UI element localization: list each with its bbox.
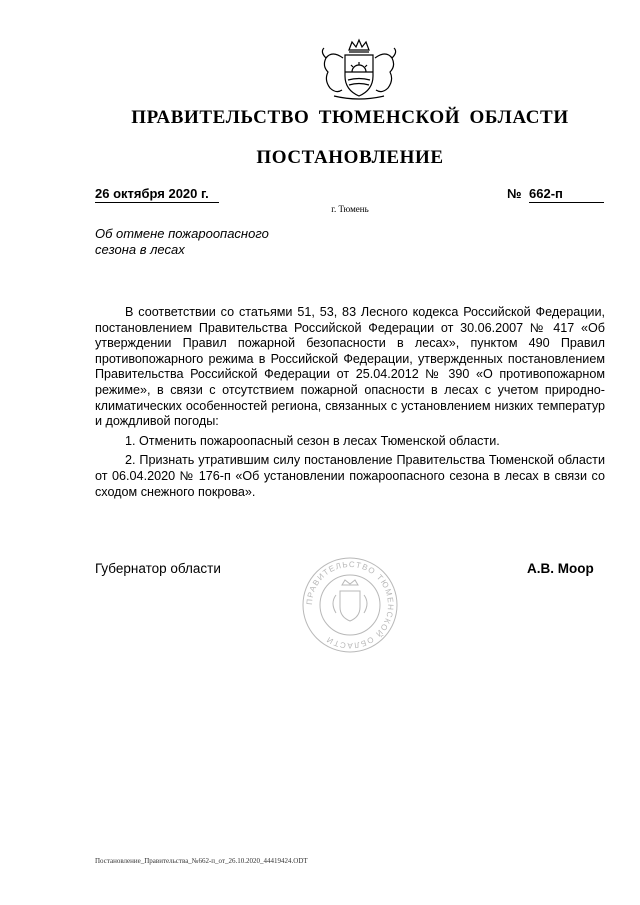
coat-of-arms-emblem: [314, 38, 404, 102]
preamble-paragraph: В соответствии со статьями 51, 53, 83 Лесного кодекса Российской Федерации, постановлением Правительства Российской Федерации от 30.06.2007 № 417 «Об утверждении Правил пожарной безопасности в лесах», пунктом 490 Правил противопожарного режима в Российской Федерации, утвержденных постановлением Правительства Российской Федерации от 25.04.2012 № 390 «О противопожарном режиме», в связи с отсутствием пожарной опасности в лесах с учетом природно-климатических особенностей региона, связанных с установлением низких температур и дождливой погоды:: [95, 305, 605, 429]
document-number: 662-п: [529, 186, 604, 203]
official-seal-stamp: [300, 555, 400, 655]
signatory-title: Губернатор области: [95, 561, 221, 576]
document-subject: [95, 226, 315, 258]
item-2-paragraph: 2. Признать утратившим силу постановление Правительства Тюменской области от 06.04.2020 № 176-п «Об установлении пожароопасного сезона в лесах в связи со сходом снежного покрова».: [95, 453, 605, 499]
item-1-paragraph: 1. Отменить пожароопасный сезон в лесах Тюменской области.: [125, 433, 500, 448]
seal-ring-text: ПРАВИТЕЛЬСТВО ТЮМЕНСКОЙ ОБЛАСТИ: [304, 559, 396, 651]
document-body: [95, 305, 605, 500]
signatory-name: А.В. Моор: [527, 561, 594, 576]
subject-line-2: сезона в лесах: [95, 242, 185, 257]
city-name: г. Тюмень: [331, 204, 369, 214]
document-date: 26 октября 2020 г.: [95, 186, 219, 203]
subject-line-1: Об отмене пожароопасного: [95, 226, 269, 241]
document-number-label: №: [507, 186, 522, 201]
footer-file-name: Постановление_Правительства_№662-п_от_26.10.2020_44419424.ODT: [95, 857, 308, 865]
svg-text:ПРАВИТЕЛЬСТВО ТЮМЕНСКОЙ ОБЛАСТ: [305, 560, 395, 650]
document-type-heading: ПОСТАНОВЛЕНИЕ: [256, 147, 444, 168]
organization-title: ПРАВИТЕЛЬСТВО ТЮМЕНСКОЙ ОБЛАСТИ: [131, 107, 569, 128]
